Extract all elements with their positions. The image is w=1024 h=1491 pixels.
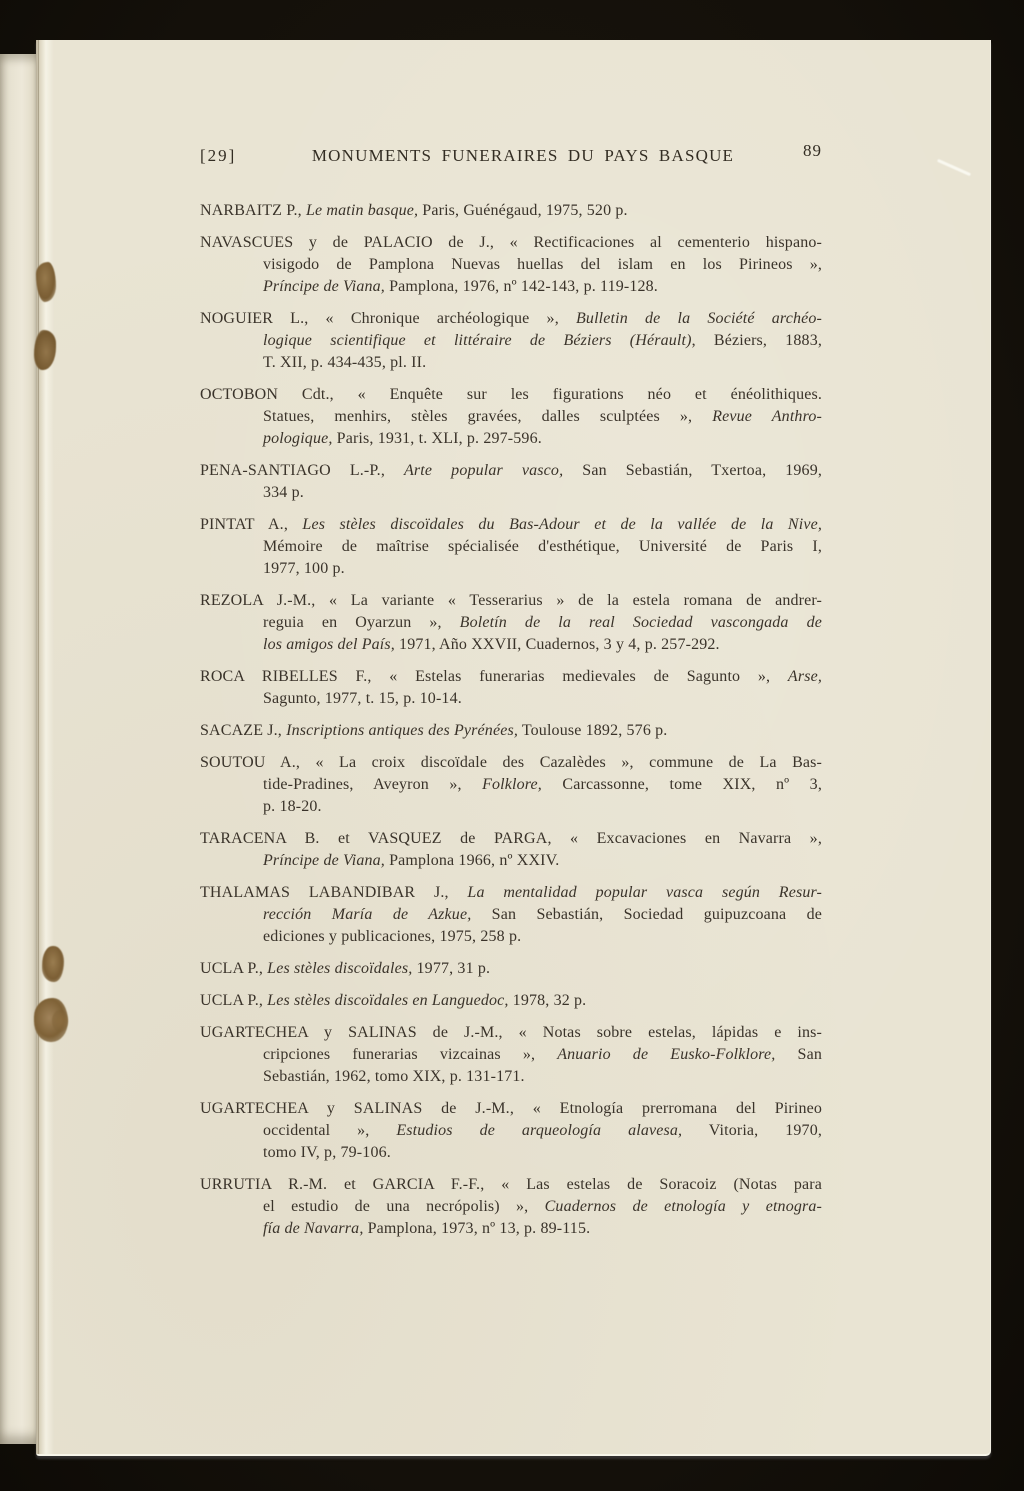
work-title-text: Les stèles discoïdales,: [267, 960, 413, 977]
work-title-text: pologique,: [263, 430, 333, 447]
bib-line: [200, 308, 822, 330]
work-title-text: Folklore,: [482, 776, 542, 793]
work-title-text: Príncipe de Viana,: [263, 852, 385, 869]
bib-entry: [200, 308, 822, 374]
citation-text: TARACENA B. et VASQUEZ de PARGA, « Excavaciones en Navarra »,: [200, 830, 822, 847]
citation-text: PENA-SANTIAGO L.-P.,: [200, 462, 404, 479]
citation-text: 1971, Año XXVII, Cuadernos, 3 y 4, p. 257-292.: [394, 636, 720, 653]
citation-text: Toulouse 1892, 576 p.: [517, 722, 668, 739]
citation-text: NAVASCUES y de PALACIO de J., « Rectificaciones al cementerio hispano-: [200, 234, 822, 251]
bib-line: [200, 882, 822, 904]
work-title-text: Boletín de la real Sociedad vascongada de: [459, 614, 822, 631]
citation-text: 1978, 32 p.: [508, 992, 587, 1009]
bib-line: [263, 536, 822, 558]
bib-entry: [200, 958, 822, 980]
citation-text: cripciones funerarias vizcainas »,: [263, 1046, 558, 1063]
citation-text: Paris, 1931, t. XLI, p. 297-596.: [332, 430, 542, 447]
bibliography-list: [200, 200, 822, 1250]
work-title-text: La mentalidad popular vasca según Resur-: [467, 884, 823, 901]
citation-text: San: [775, 1046, 822, 1063]
bib-line: [200, 460, 822, 482]
citation-text: REZOLA J.-M., « La variante « Tesserarius » de la estela romana de andrer-: [200, 592, 822, 609]
bib-entry: [200, 828, 822, 872]
bib-line: [263, 634, 822, 656]
bib-entry: [200, 200, 822, 222]
page-header: [200, 141, 822, 166]
bib-entry: [200, 1022, 822, 1088]
running-title: MONUMENTS FUNERAIRES DU PAYS BASQUE: [311, 146, 735, 165]
bib-entry: [200, 232, 822, 298]
citation-text: Sebastián, 1962, tomo XIX, p. 131-171.: [263, 1068, 525, 1085]
work-title-text: Estudios de arqueología alavesa,: [396, 1122, 683, 1139]
citation-text: SOUTOU A., « La croix discoïdale des Cazalèdes », commune de La Bas-: [200, 754, 822, 771]
bib-line: [263, 688, 822, 710]
bib-line: [200, 720, 822, 742]
citation-text: Pamplona, 1973, nº 13, p. 89-115.: [363, 1220, 591, 1237]
work-title-text: Arse,: [787, 668, 822, 685]
paper-scratch-mark: [937, 159, 971, 176]
article-bracket-number: [29]: [200, 146, 237, 165]
bib-entry: [200, 384, 822, 450]
bib-line: [200, 1174, 822, 1196]
bib-line: [263, 774, 822, 796]
paper-stain: [52, 1010, 68, 1032]
citation-text: ROCA RIBELLES F., « Estelas funerarias medievales de Sagunto »,: [200, 668, 788, 685]
bib-line: [263, 1196, 822, 1218]
citation-text: occidental »,: [263, 1122, 397, 1139]
bib-entry: [200, 590, 822, 656]
bib-entry: [200, 720, 822, 742]
bib-line: [263, 352, 822, 374]
bib-line: [263, 1218, 822, 1240]
citation-text: UGARTECHEA y SALINAS de J.-M., « Notas sobre estelas, lápidas e ins-: [200, 1024, 822, 1041]
work-title-text: Les stèles discoïdales en Languedoc,: [267, 992, 509, 1009]
citation-text: URRUTIA R.-M. et GARCIA F.-F., « Las estelas de Soracoiz (Notas para: [200, 1176, 822, 1193]
work-title-text: Príncipe de Viana,: [263, 278, 385, 295]
citation-text: UCLA P.,: [200, 960, 268, 977]
work-title-text: Anuario de Eusko-Folklore,: [557, 1046, 776, 1063]
citation-text: NARBAITZ P.,: [200, 202, 306, 219]
citation-text: Pamplona 1966, nº XXIV.: [384, 852, 560, 869]
bib-line: [263, 796, 822, 818]
bib-line: [263, 428, 822, 450]
bib-line: [263, 612, 822, 634]
work-title-text: Bulletin de la Société archéo-: [576, 310, 822, 327]
bib-entry: [200, 460, 822, 504]
bib-line: [263, 330, 822, 352]
bib-line: [263, 1044, 822, 1066]
citation-text: Statues, menhirs, stèles gravées, dalles sculptées »,: [263, 408, 713, 425]
bib-line: [263, 1120, 822, 1142]
citation-text: OCTOBON Cdt., « Enquête sur les figurations néo et énéolithiques.: [200, 386, 822, 403]
citation-text: THALAMAS LABANDIBAR J.,: [200, 884, 468, 901]
citation-text: Paris, Guénégaud, 1975, 520 p.: [418, 202, 628, 219]
citation-text: UCLA P.,: [200, 992, 268, 1009]
citation-text: Sagunto, 1977, t. 15, p. 10-14.: [263, 690, 462, 707]
bib-entry: [200, 1098, 822, 1164]
bib-entry: [200, 666, 822, 710]
bib-line: [200, 828, 822, 850]
citation-text: Pamplona, 1976, nº 142-143, p. 119-128.: [384, 278, 658, 295]
citation-text: Vitoria, 1970,: [682, 1122, 822, 1139]
citation-text: 1977, 100 p.: [263, 560, 345, 577]
citation-text: 1977, 31 p.: [412, 960, 491, 977]
work-title-text: Revue Anthro-: [712, 408, 822, 425]
bib-line: [263, 276, 822, 298]
work-title-text: Inscriptions antiques des Pyrénées,: [286, 722, 518, 739]
bib-line: [200, 514, 822, 536]
citation-text: tide-Pradines, Aveyron »,: [263, 776, 483, 793]
bib-entry: [200, 882, 822, 948]
work-title-text: logique scientifique et littéraire de Béziers (Hérault): [263, 332, 692, 349]
citation-text: T. XII, p. 434-435, pl. II.: [263, 354, 427, 371]
bib-line: [263, 558, 822, 580]
citation-text: Carcassonne, tome XIX, nº 3,: [541, 776, 822, 793]
work-title-text: Cuadernos de etnología y etnogra-: [544, 1198, 822, 1215]
citation-text: Mémoire de maîtrise spécialisée d'esthétique, Université de Paris I,: [263, 538, 822, 555]
bib-line: [200, 200, 822, 222]
bib-line: [263, 254, 822, 276]
gutter-fold-line: [38, 40, 39, 1454]
citation-text: San Sebastián, Sociedad guipuzcoana de: [471, 906, 822, 923]
bib-line: [263, 482, 822, 504]
paper-stain: [36, 262, 56, 302]
work-title-text: fía de Navarra,: [263, 1220, 364, 1237]
work-title-text: rección María de Azkue,: [263, 906, 472, 923]
paper-stain: [42, 946, 64, 982]
citation-text: reguia en Oyarzun »,: [263, 614, 460, 631]
citation-text: NOGUIER L., « Chronique archéologique »,: [200, 310, 576, 327]
citation-text: UGARTECHEA y SALINAS de J.-M., « Etnología prerromana del Pirineo: [200, 1100, 822, 1117]
citation-text: SACAZE J.,: [200, 722, 287, 739]
bib-line: [200, 590, 822, 612]
bib-line: [200, 752, 822, 774]
citation-text: 334 p.: [263, 484, 304, 501]
bib-line: [200, 666, 822, 688]
bib-line: [200, 958, 822, 980]
citation-text: , Béziers, 1883,: [691, 332, 822, 349]
bib-entry: [200, 990, 822, 1012]
work-title-text: Les stèles discoïdales du Bas-Adour et de la vallée de la Nive,: [302, 516, 822, 533]
work-title-text: los amigos del País,: [263, 636, 395, 653]
bib-line: [200, 232, 822, 254]
bib-line: [263, 904, 822, 926]
bib-line: [263, 1066, 822, 1088]
bib-line: [263, 1142, 822, 1164]
bib-line: [200, 384, 822, 406]
bib-line: [263, 850, 822, 872]
book-page-stack-edge: [0, 54, 40, 1444]
citation-text: ediciones y publicaciones, 1975, 258 p.: [263, 928, 522, 945]
citation-text: el estudio de una necrópolis) »,: [263, 1198, 545, 1215]
citation-text: San Sebastián, Txertoa, 1969,: [563, 462, 823, 479]
bib-line: [200, 990, 822, 1012]
citation-text: PINTAT A.,: [200, 516, 303, 533]
bib-entry: [200, 514, 822, 580]
bib-line: [200, 1098, 822, 1120]
citation-text: tomo IV, p, 79-106.: [263, 1144, 391, 1161]
bib-line: [263, 926, 822, 948]
bib-line: [200, 1022, 822, 1044]
bib-entry: [200, 752, 822, 818]
bib-entry: [200, 1174, 822, 1240]
bib-line: [263, 406, 822, 428]
citation-text: visigodo de Pamplona Nuevas huellas del islam en los Pirineos »,: [263, 256, 822, 273]
page-number: 89: [803, 141, 822, 160]
citation-text: p. 18-20.: [263, 798, 322, 815]
work-title-text: Le matin basque,: [305, 202, 419, 219]
work-title-text: Arte popular vasco,: [404, 462, 564, 479]
